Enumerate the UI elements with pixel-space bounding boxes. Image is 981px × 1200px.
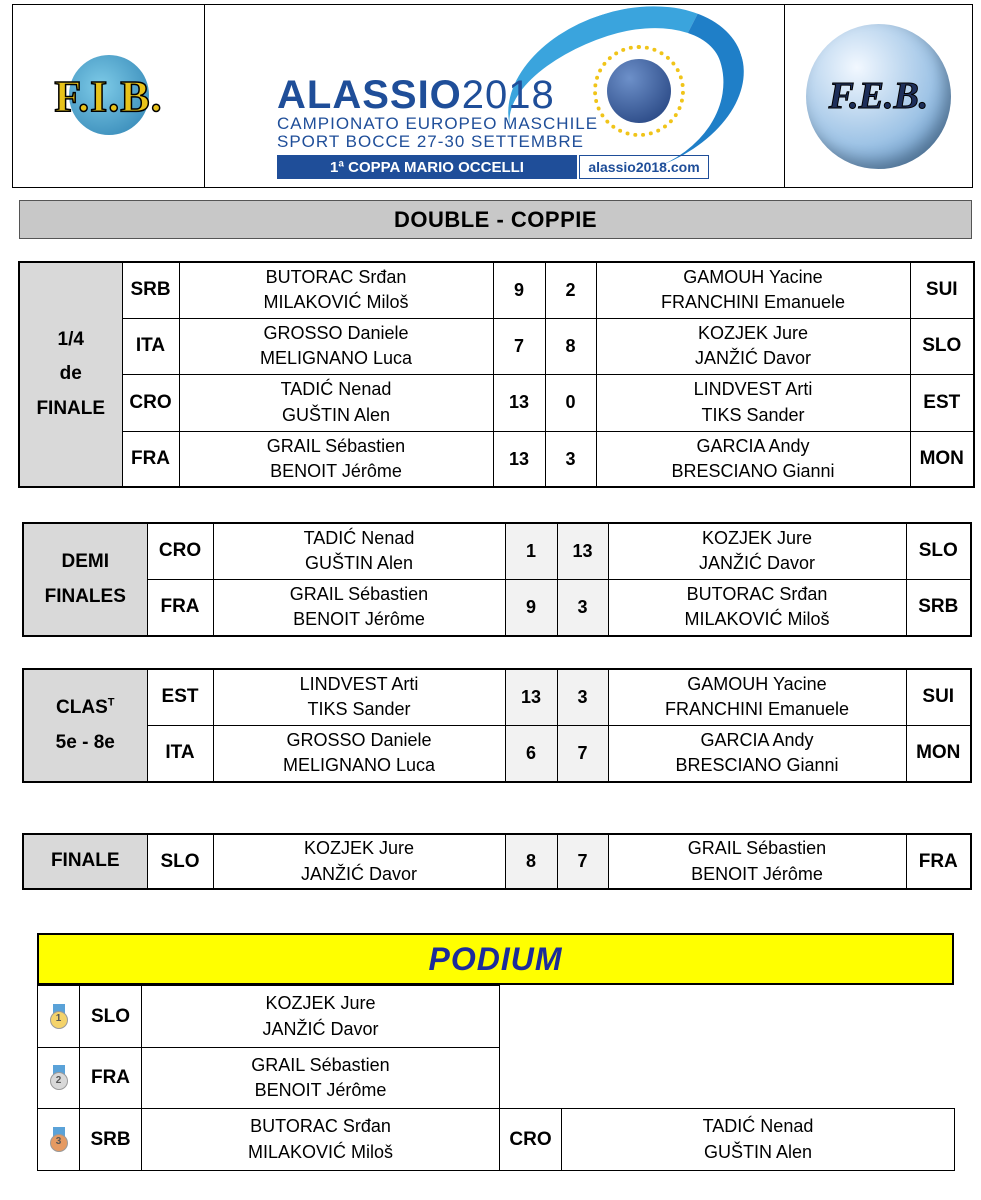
score: 1 (505, 523, 557, 579)
team-code: ITA (122, 318, 179, 374)
team-players: GRAIL Sébastien BENOIT Jérôme (608, 834, 906, 889)
team-code: MON (906, 725, 971, 782)
team-players: BUTORAC Srđan MILAKOVIĆ Miloš (608, 579, 906, 636)
podium-table (37, 985, 955, 1171)
score: 3 (545, 431, 596, 487)
team-players: GAMOUH Yacine FRANCHINI Emanuele (608, 669, 906, 725)
table-row (19, 318, 974, 374)
team-players: GROSSO Daniele MELIGNANO Luca (179, 318, 493, 374)
score: 8 (505, 834, 557, 889)
team-players: GRAIL Sébastien BENOIT Jérôme (179, 431, 493, 487)
feb-logo-cell (785, 5, 972, 187)
team-players: TADIĆ Nenad GUŠTIN Alen (562, 1109, 955, 1171)
team-players: TADIĆ Nenad GUŠTIN Alen (179, 374, 493, 431)
team-players: LINDVEST Arti TIKS Sander (596, 374, 910, 431)
team-code: FRA (147, 579, 213, 636)
team-players: LINDVEST Arti TIKS Sander (213, 669, 505, 725)
team-players: GRAIL Sébastien BENOIT Jérôme (142, 1048, 500, 1109)
table-row (23, 834, 971, 889)
score: 7 (493, 318, 545, 374)
score: 9 (493, 262, 545, 318)
team-players: KOZJEK Jure JANŽIĆ Davor (608, 523, 906, 579)
table-row (38, 986, 955, 1048)
table-row (19, 431, 974, 487)
score: 9 (505, 579, 557, 636)
podium-title: PODIUM (37, 933, 954, 985)
classement-table (22, 668, 972, 783)
team-players: KOZJEK Jure JANŽIĆ Davor (596, 318, 910, 374)
team-players: BUTORAC Srđan MILAKOVIĆ Miloš (179, 262, 493, 318)
bocce-ball-icon (607, 59, 671, 123)
team-players: TADIĆ Nenad GUŠTIN Alen (213, 523, 505, 579)
event-line-2: SPORT BOCCE 27-30 SETTEMBRE (277, 132, 584, 151)
team-code: EST (910, 374, 974, 431)
table-row (23, 669, 971, 725)
score: 13 (493, 374, 545, 431)
team-code: MON (910, 431, 974, 487)
score: 8 (545, 318, 596, 374)
team-code: CRO (147, 523, 213, 579)
silver-medal-icon: 2 (48, 1065, 70, 1091)
event-line-1: CAMPIONATO EUROPEO MASCHILE (277, 114, 599, 133)
team-code: SUI (910, 262, 974, 318)
table-row (19, 262, 974, 318)
team-code: SLO (80, 986, 142, 1048)
team-code: SLO (147, 834, 213, 889)
score: 6 (505, 725, 557, 782)
team-code: SRB (80, 1109, 142, 1171)
score: 3 (557, 669, 608, 725)
team-players: KOZJEK Jure JANŽIĆ Davor (213, 834, 505, 889)
round-label: $CLAS^T$ 5e - 8e (23, 669, 147, 782)
team-code: FRA (122, 431, 179, 487)
team-players: GARCIA Andy BRESCIANO Gianni (608, 725, 906, 782)
table-row (23, 579, 971, 636)
empty-cell (500, 986, 955, 1109)
score: 2 (545, 262, 596, 318)
team-code: ITA (147, 725, 213, 782)
table-row (23, 725, 971, 782)
team-code: CRO (122, 374, 179, 431)
team-players: GAMOUH Yacine FRANCHINI Emanuele (596, 262, 910, 318)
event-website: alassio2018.com (579, 155, 709, 179)
semi-finals-table (22, 522, 972, 637)
quarter-finals-table (18, 261, 975, 488)
score: 7 (557, 834, 608, 889)
team-code: FRA (906, 834, 971, 889)
team-players: GRAIL Sébastien BENOIT Jérôme (213, 579, 505, 636)
medal-cell (38, 1109, 80, 1171)
round-label: 1/4 de FINALE (19, 262, 122, 487)
bronze-medal-icon: 3 (48, 1127, 70, 1153)
team-code: SLO (906, 523, 971, 579)
score: 0 (545, 374, 596, 431)
table-row (19, 374, 974, 431)
team-code: SLO (910, 318, 974, 374)
event-name: ALASSIO2018 (277, 73, 555, 117)
team-players: GROSSO Daniele MELIGNANO Luca (213, 725, 505, 782)
team-code: SRB (122, 262, 179, 318)
team-players: GARCIA Andy BRESCIANO Gianni (596, 431, 910, 487)
score: 13 (505, 669, 557, 725)
team-code: CRO (500, 1109, 562, 1171)
team-code: FRA (80, 1048, 142, 1109)
fib-logo-cell (13, 5, 205, 187)
team-code: EST (147, 669, 213, 725)
score: 3 (557, 579, 608, 636)
medal-cell (38, 986, 80, 1048)
fib-logo: F.I.B. (54, 71, 163, 121)
coppa-label: 1ª COPPA MARIO OCCELLI (277, 155, 577, 179)
score: 13 (493, 431, 545, 487)
page-title: DOUBLE - COPPIE (19, 200, 972, 239)
feb-logo: F.E.B. (806, 24, 951, 169)
score: 13 (557, 523, 608, 579)
event-logo-cell (205, 5, 785, 187)
header-banner (12, 4, 973, 188)
round-label: FINALE (23, 834, 147, 889)
team-code: SUI (906, 669, 971, 725)
medal-cell (38, 1048, 80, 1109)
table-row (38, 1109, 955, 1171)
team-code: SRB (906, 579, 971, 636)
table-row (23, 523, 971, 579)
round-label: DEMI FINALES (23, 523, 147, 636)
final-table (22, 833, 972, 890)
team-players: BUTORAC Srđan MILAKOVIĆ Miloš (142, 1109, 500, 1171)
team-players: KOZJEK Jure JANŽIĆ Davor (142, 986, 500, 1048)
score: 7 (557, 725, 608, 782)
gold-medal-icon: 1 (48, 1004, 70, 1030)
